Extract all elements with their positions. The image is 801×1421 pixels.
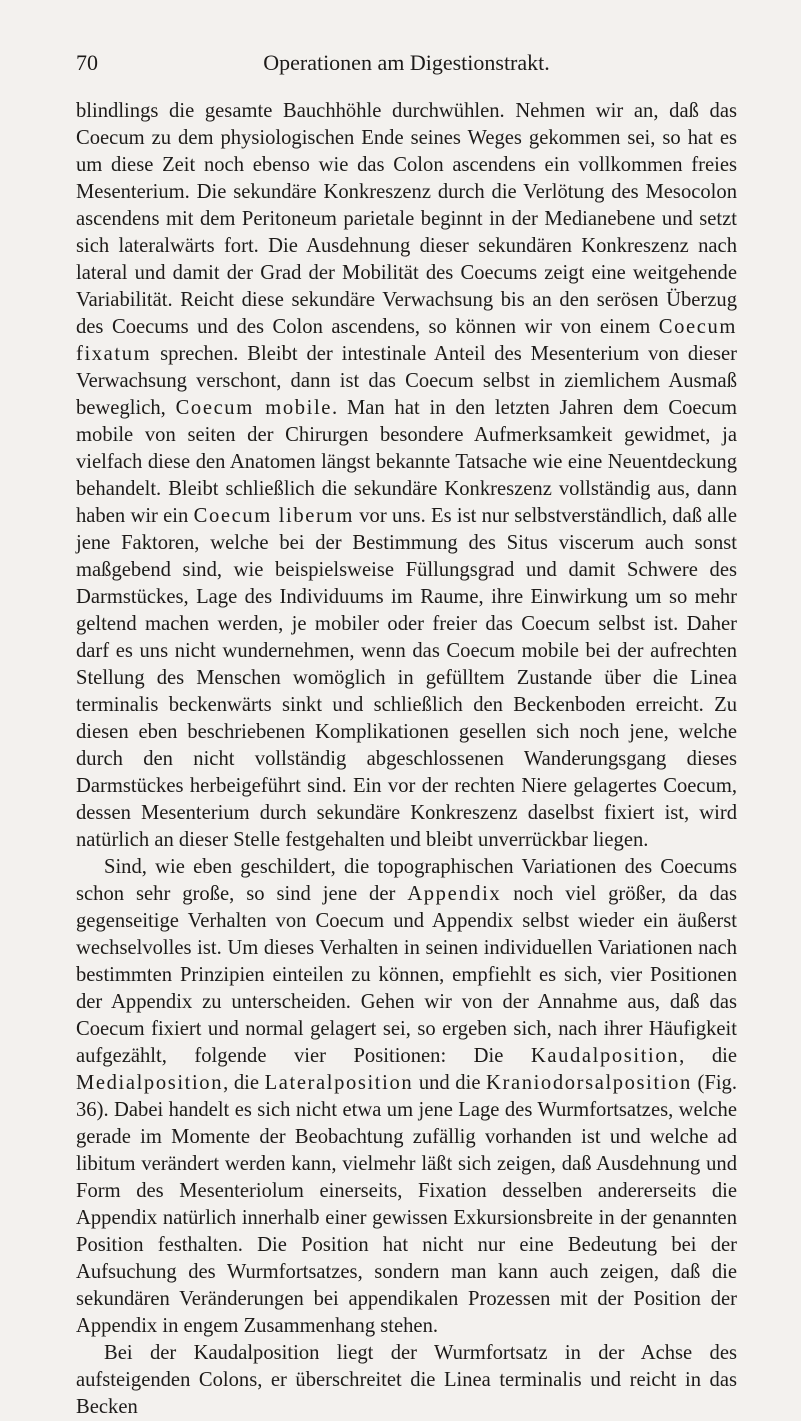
spaced-term: Coecum fixatum (76, 316, 737, 365)
spaced-term: Coecum mobile (175, 397, 333, 419)
spaced-term: Kraniodorsalposition (486, 1072, 692, 1094)
spaced-term: Coecum liberum (193, 505, 354, 527)
text-run: (Fig. 36). Dabei handelt es sich nicht etwa um jene Lage des Wurmfortsatzes, welche gerade im Momente der Beobachtung zufällig vorhanden ist und welche ad libitum verändert werden kann, vielmehr läßt sich zeigen, daß Ausdehnung und Form des Mesenteriolum einerseits, Fixation desselben andererseits die Appendix natürlich innerhalb einer gewissen Exkursionsbreite in der genannten Position festhalten. Die Position hat nicht nur eine Bedeutung bei der Aufsuchung des Wurmfortsatzes, sondern man kann auch zeigen, daß die sekundären Veränderungen bei appendikalen Prozessen mit der Position der Appendix in engem Zusammenhang stehen. (76, 1072, 737, 1337)
text-run: Sind, wie eben geschildert, die topographischen Variationen des Coecums schon sehr große, so sind jene der (76, 856, 737, 905)
spaced-term: Appendix (407, 883, 502, 905)
text-run: blindlings die gesamte Bauchhöhle durchwühlen. Nehmen wir an, daß das Coecum zu dem physiologischen Ende seines Weges gekommen sei, so hat es um diese Zeit noch ebenso wie das Colon ascendens ein vollkommen freies Mesenterium. Die sekundäre Konkreszenz durch die Verlötung des Mesocolon ascendens mit dem Peritoneum parietale beginnt in der Medianebene und setzt sich lateralwärts fort. Die Ausdehnung dieser sekundären Konkreszenz nach lateral und damit der Grad der Mobilität des Coecums zeigt eine weitgehende Variabilität. Reicht diese sekundäre Verwachsung bis an den serösen Überzug des Coecums und des Colon ascendens, so können wir von einem (76, 100, 737, 338)
body-text (76, 98, 737, 1421)
running-head (76, 50, 737, 80)
text-run: vor uns. Es ist nur selbstverständlich, daß alle jene Faktoren, welche bei der Bestimmung des Situs viscerum auch sonst maßgebend sind, wie beispielsweise Füllungsgrad und damit Schwere des Darmstückes, Lage des Individuums im Raume, ihre Einwirkung um so mehr geltend machen werden, je mobiler oder freier das Coecum selbst ist. Daher darf es uns nicht wundernehmen, wenn das Coecum mobile bei der aufrechten Stellung des Menschen womöglich in gefülltem Zustande über die Linea terminalis beckenwärts sinkt und schließlich den Beckenboden erreicht. Zu diesen eben beschriebenen Komplikationen gesellen sich noch jene, welche durch den nicht vollständig abgeschlossenen Wanderungsgang dieses Darmstückes herbeigeführt sind. Ein vor der rechten Niere gelagertes Coecum, dessen Mesenterium durch sekundäre Konkreszenz daselbst fixiert ist, wird natürlich an dieser Stelle festgehalten und bleibt unverrückbar liegen. (76, 505, 738, 851)
text-run: . Man hat in den letzten Jahren dem Coecum mobile von seiten der Chirurgen besondere Aufmerksamkeit gewidmet, ja vielfach diese den Anatomen längst bekannte Tatsache wie eine Neuentdeckung behandelt. Bleibt schließlich die sekundäre Konkreszenz vollständig aus, dann haben wir ein (76, 397, 737, 527)
text-run: noch viel größer, da das gegenseitige Verhalten von Coecum und Appendix selbst wieder ein äußerst wechselvolles ist. Um dieses Verhalten in seinen individuellen Variationen nach bestimmten Prinzipien einteilen zu können, empfiehlt es sich, vier Positionen der Appendix zu unterscheiden. Gehen wir von der Annahme aus, daß das Coecum fixiert und normal gelagert sei, so ergeben sich, nach ihrer Häufigkeit aufgezählt, folgende vier Positionen: Die (76, 883, 737, 1067)
paragraph (76, 854, 737, 1340)
spaced-term: Medialposition (76, 1072, 224, 1094)
page-number: 70 (76, 50, 98, 75)
text-run: sprechen. Bleibt der intestinale Anteil des Mesenterium von dieser Verwachsung verschont, dann ist das Coecum selbst in ziemlichem Ausmaß beweglich, (76, 343, 737, 419)
text-run: , die (223, 1072, 265, 1094)
text-run: , die (679, 1045, 737, 1067)
text-run: und die (413, 1072, 487, 1094)
text-run: Bei der Kaudalposition liegt der Wurmfortsatz in der Achse des aufsteigenden Colons, er überschreitet die Linea terminalis und reicht in das Becken (76, 1342, 737, 1418)
running-title: Operationen am Digestionstrakt. (263, 50, 550, 75)
paragraph (76, 98, 737, 854)
paragraph (76, 1340, 737, 1421)
spaced-term: Lateralposition (264, 1072, 414, 1094)
spaced-term: Kaudalposition (530, 1045, 680, 1067)
